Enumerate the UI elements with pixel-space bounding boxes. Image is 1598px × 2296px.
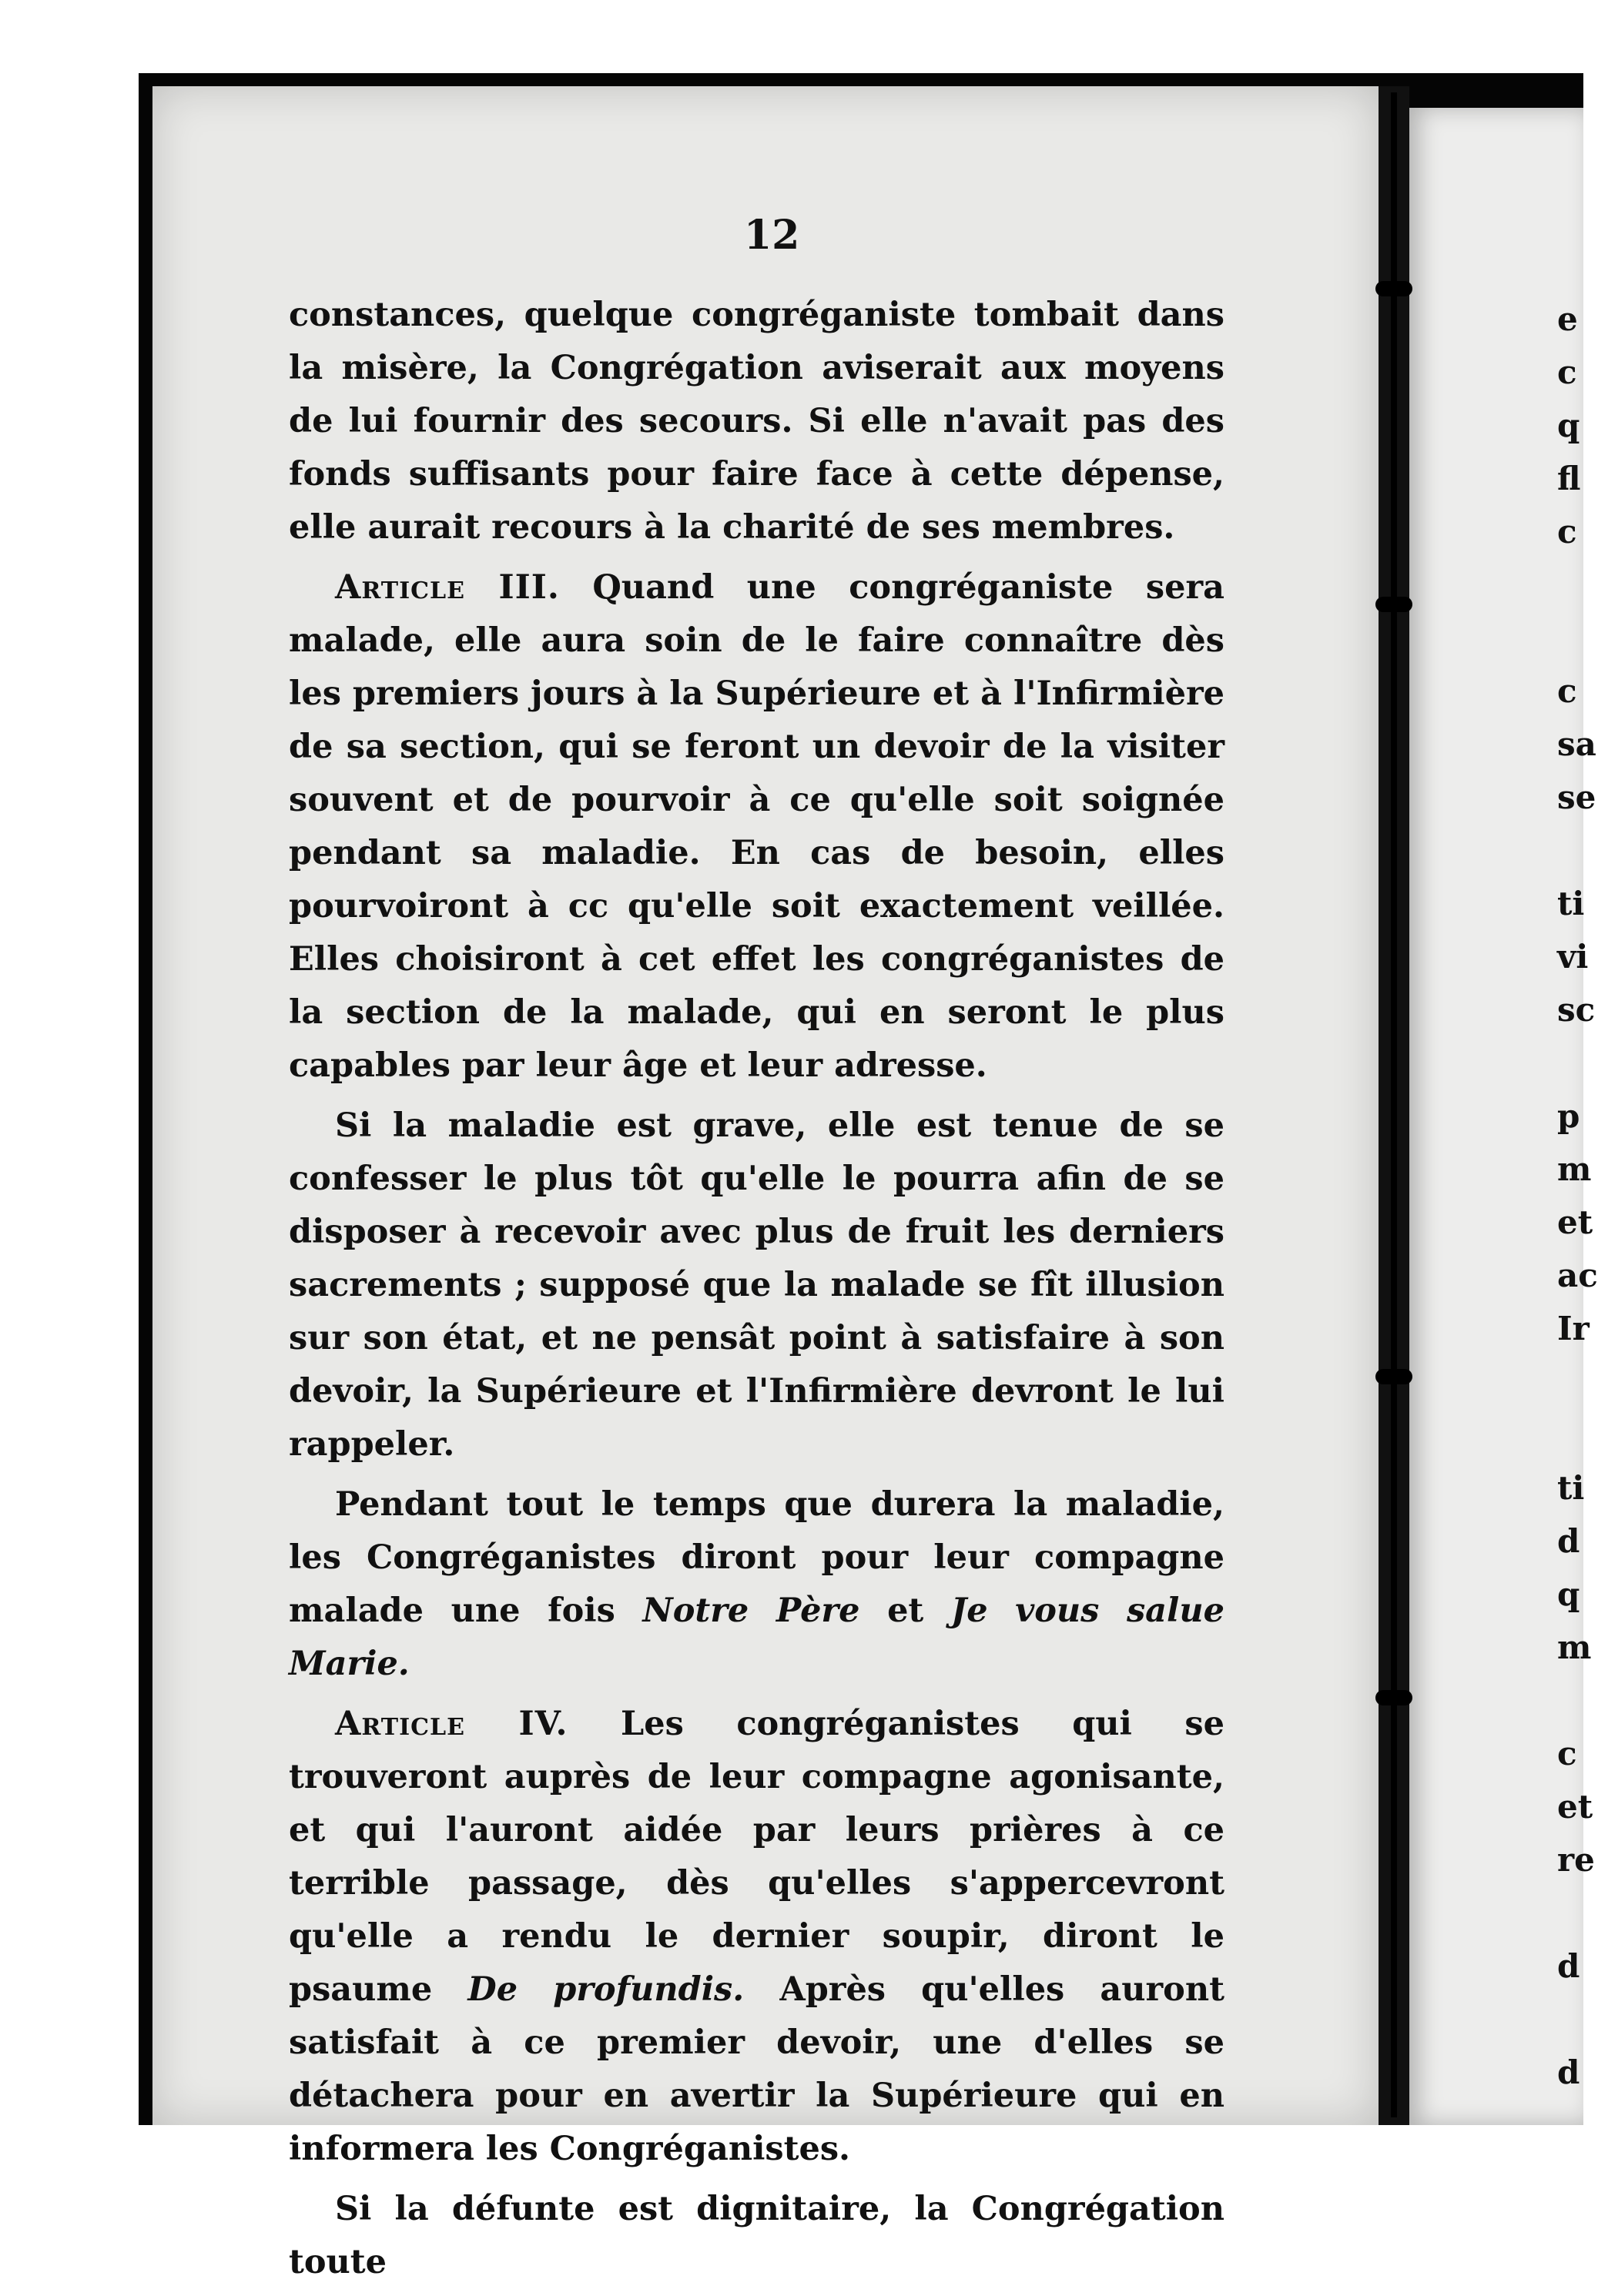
facing-page-fragment: et: [1557, 1788, 1593, 1826]
article-heading: Article III.: [335, 568, 560, 607]
facing-page-fragment: m: [1557, 1150, 1592, 1188]
facing-page-fragment: m: [1557, 1628, 1592, 1666]
paragraph-text: et: [859, 1591, 951, 1630]
facing-page-fragment: q: [1557, 1575, 1580, 1613]
facing-page-fragment: [1557, 611, 1588, 664]
facing-page-fragment: e: [1557, 300, 1578, 338]
facing-page-fragment: c: [1557, 353, 1577, 391]
facing-page-fragment: [1557, 558, 1588, 611]
facing-page-fragment: c: [1557, 513, 1577, 551]
facing-page-fragment: et: [1557, 1203, 1593, 1241]
paragraph-continuation: [289, 289, 1224, 554]
paragraph-article-3: [289, 561, 1224, 1093]
facing-page-fragment: q: [1557, 407, 1580, 444]
paragraph-text: Après qu'elles auront satisfait à ce premier devoir, une d'elles se détachera pour en avertir la Supérieure qui en informera les Congréganistes.: [289, 1970, 1224, 2168]
facing-page-fragment: [1557, 1886, 1588, 1940]
facing-page-fragment: sa: [1557, 725, 1596, 763]
facing-page-fragment: ti: [1557, 1469, 1585, 1507]
prayer-title: Notre Père: [642, 1591, 860, 1630]
facing-page-fragment: c: [1557, 672, 1577, 710]
facing-page-fragment: c: [1557, 1735, 1577, 1772]
facing-page-fragment: d: [1557, 2053, 1580, 2091]
facing-page-fragment: fl: [1557, 460, 1581, 497]
facing-page-fragment: vi: [1557, 938, 1589, 976]
prayer-title: Je vous salue Marie.: [289, 1591, 1224, 1683]
article-heading: Article IV.: [335, 1705, 568, 1743]
binding-stitch: [1375, 597, 1412, 612]
binding-stitch: [1375, 281, 1412, 296]
facing-page-fragment: se: [1557, 778, 1596, 816]
facing-page-fragment: [1557, 1355, 1588, 1408]
paragraph-article-4: [289, 1698, 1224, 2176]
paragraph-text: constances, quelque congréganiste tombait dans la misère, la Congrégation aviserait aux moyens de lui fournir des secours. Si elle n'avait pas des fonds suffisants pour faire face à cette dépense, elle aurait recours à la charité de ses membres.: [289, 296, 1224, 547]
facing-page-fragment: d: [1557, 1947, 1580, 1985]
binding-stitch: [1375, 1369, 1412, 1384]
facing-page-fragment: ac: [1557, 1257, 1598, 1294]
binding-stitch: [1375, 1690, 1412, 1705]
facing-page-fragment: d: [1557, 1522, 1580, 1560]
facing-page-fragment: ti: [1557, 885, 1585, 922]
facing-page-fragment: sc: [1557, 991, 1596, 1029]
paragraph-text: Si la maladie est grave, elle est tenue de se confesser le plus tôt qu'elle le pourra afin de se disposer à recevoir avec plus de fruit les derniers sacrements ; supposé que la malade se fît illusion sur son état, et ne pensât point à satisfaire à son devoir, la Supérieure et l'Infirmière devront le lui rappeler.: [289, 1106, 1224, 1464]
facing-page-fragment: [1557, 1408, 1588, 1461]
spine-gutter-line: [1391, 92, 1397, 2117]
page-number: 12: [744, 212, 800, 259]
paragraph-dignitary: [289, 2183, 1224, 2289]
facing-page-fragment: [1557, 1036, 1588, 1089]
paragraph-text: Les congréganistes qui se trouveront auprès de leur compagne agonisante, et qui l'auront aidée par leurs prières à ce terrible passage, dès qu'elles s'appercevront qu'elle a rendu le dernier soupir, diront le psaume: [289, 1705, 1224, 2009]
facing-page-fragment: [1557, 824, 1588, 877]
paragraph-text: Si la défunte est dignitaire, la Congrégation toute: [289, 2190, 1224, 2281]
facing-page-fragment: p: [1557, 1097, 1580, 1135]
paragraph-prayers: [289, 1478, 1224, 1691]
paragraph-text: Pendant tout le temps que durera la maladie, les Congréganistes diront pour leur compagne malade une fois: [289, 1485, 1224, 1630]
facing-page-fragment: Ir: [1557, 1310, 1590, 1347]
psalm-title: De profundis.: [467, 1970, 745, 2009]
body-text: [289, 289, 1224, 2296]
facing-page-fragment: [1557, 1993, 1588, 2046]
facing-page-fragment: [1557, 1674, 1588, 1727]
paragraph-text: Quand une congréganiste sera malade, elle aura soin de le faire connaître dès les premiers jours à la Supérieure et à l'Infirmière de sa section, qui se feront un devoir de la visiter souvent et de pourvoir à ce qu'elle soit soignée pendant sa maladie. En cas de besoin, elles pourvoiront à cc qu'elle soit exactement veillée. Elles choisiront à cet effet les congréganistes de la section de la malade, qui en seront le plus capables par leur âge et leur adresse.: [289, 568, 1224, 1085]
paragraph-grave-illness: [289, 1099, 1224, 1471]
facing-page-fragments: [1557, 293, 1598, 2099]
facing-page-fragment: re: [1557, 1841, 1595, 1879]
